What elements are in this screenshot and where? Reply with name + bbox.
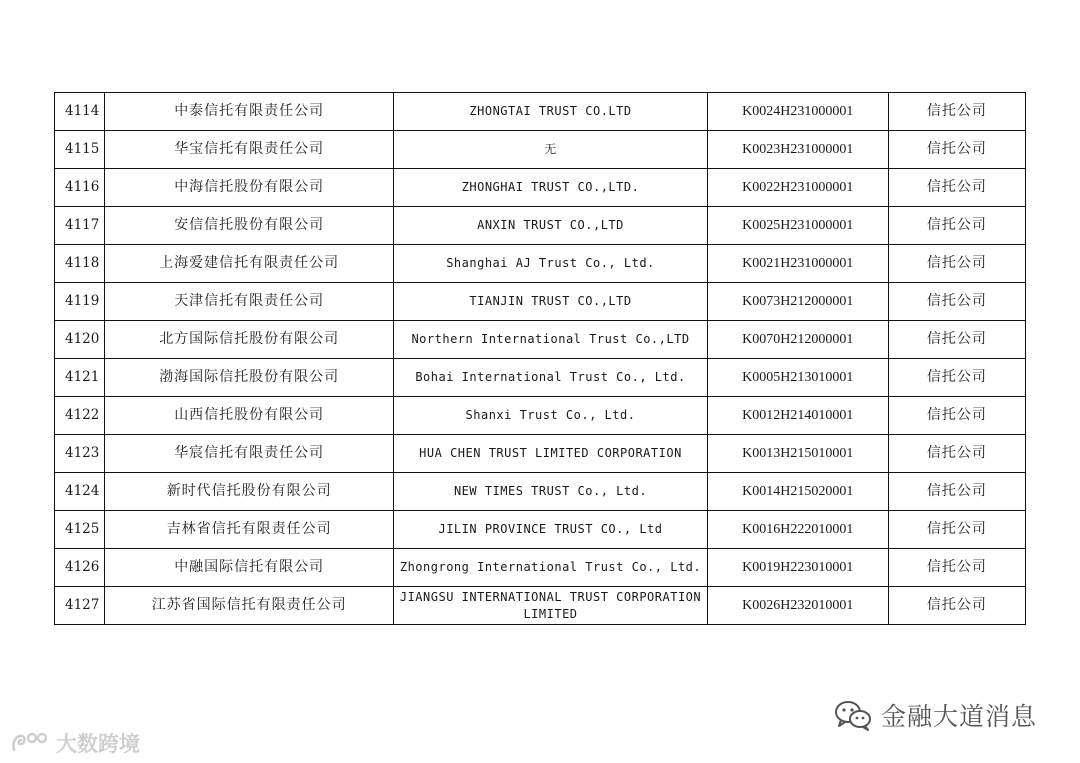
license-code: K0005H213010001 — [707, 359, 888, 397]
license-code: K0019H223010001 — [707, 549, 888, 587]
company-type: 信托公司 — [888, 93, 1025, 131]
company-name-cn: 山西信托股份有限公司 — [105, 397, 394, 435]
watermark-right-text: 金融大道消息 — [881, 702, 1038, 731]
company-name-cn: 中泰信托有限责任公司 — [105, 93, 394, 131]
company-name-cn: 北方国际信托股份有限公司 — [105, 321, 394, 359]
table-row — [55, 511, 1026, 549]
table-row — [55, 169, 1026, 207]
company-type: 信托公司 — [888, 435, 1025, 473]
row-number: 4126 — [55, 549, 105, 587]
company-name-cn: 江苏省国际信托有限责任公司 — [105, 587, 394, 625]
company-name-en: Shanghai AJ Trust Co., Ltd. — [394, 245, 707, 283]
table-row — [55, 435, 1026, 473]
row-number: 4120 — [55, 321, 105, 359]
license-code: K0026H232010001 — [707, 587, 888, 625]
row-number: 4122 — [55, 397, 105, 435]
company-type: 信托公司 — [888, 283, 1025, 321]
row-number: 4115 — [55, 131, 105, 169]
table-row — [55, 207, 1026, 245]
table-row — [55, 93, 1026, 131]
company-name-en: JIANGSU INTERNATIONAL TRUST CORPORATION LIMITED — [394, 587, 707, 625]
company-name-cn: 中融国际信托有限公司 — [105, 549, 394, 587]
company-name-en: NEW TIMES TRUST Co., Ltd. — [394, 473, 707, 511]
company-type: 信托公司 — [888, 473, 1025, 511]
row-number: 4121 — [55, 359, 105, 397]
company-name-en: HUA CHEN TRUST LIMITED CORPORATION — [394, 435, 707, 473]
row-number: 4117 — [55, 207, 105, 245]
license-code: K0021H231000001 — [707, 245, 888, 283]
company-name-cn: 中海信托股份有限公司 — [105, 169, 394, 207]
row-number: 4118 — [55, 245, 105, 283]
license-code: K0016H222010001 — [707, 511, 888, 549]
company-type: 信托公司 — [888, 587, 1025, 625]
table-row — [55, 359, 1026, 397]
company-name-cn: 上海爱建信托有限责任公司 — [105, 245, 394, 283]
table-row — [55, 131, 1026, 169]
table-row — [55, 473, 1026, 511]
company-name-en: JILIN PROVINCE TRUST CO., Ltd — [394, 511, 707, 549]
company-name-en: Zhongrong International Trust Co., Ltd. — [394, 549, 707, 587]
company-type: 信托公司 — [888, 321, 1025, 359]
company-type: 信托公司 — [888, 207, 1025, 245]
license-code: K0023H231000001 — [707, 131, 888, 169]
row-number: 4119 — [55, 283, 105, 321]
table-row — [55, 587, 1026, 625]
company-name-en: ZHONGHAI TRUST CO.,LTD. — [394, 169, 707, 207]
company-name-en: ZHONGTAI TRUST CO.LTD — [394, 93, 707, 131]
license-code: K0025H231000001 — [707, 207, 888, 245]
company-type: 信托公司 — [888, 131, 1025, 169]
watermark-left — [10, 728, 140, 758]
license-code: K0024H231000001 — [707, 93, 888, 131]
company-name-en: Shanxi Trust Co., Ltd. — [394, 397, 707, 435]
company-name-cn: 天津信托有限责任公司 — [105, 283, 394, 321]
row-number: 4124 — [55, 473, 105, 511]
company-type: 信托公司 — [888, 359, 1025, 397]
row-number: 4123 — [55, 435, 105, 473]
row-number: 4127 — [55, 587, 105, 625]
license-code: K0012H214010001 — [707, 397, 888, 435]
license-code: K0013H215010001 — [707, 435, 888, 473]
company-name-en: Bohai International Trust Co., Ltd. — [394, 359, 707, 397]
license-code: K0014H215020001 — [707, 473, 888, 511]
company-name-en: 无 — [394, 131, 707, 169]
company-name-en: ANXIN TRUST CO.,LTD — [394, 207, 707, 245]
company-name-en: Northern International Trust Co.,LTD — [394, 321, 707, 359]
company-name-cn: 华宸信托有限责任公司 — [105, 435, 394, 473]
table-row — [55, 397, 1026, 435]
trust-company-table — [54, 92, 1026, 625]
license-code: K0022H231000001 — [707, 169, 888, 207]
company-type: 信托公司 — [888, 397, 1025, 435]
company-name-cn: 安信信托股份有限公司 — [105, 207, 394, 245]
watermark-left-text: 大数跨境 — [56, 732, 140, 756]
company-type: 信托公司 — [888, 245, 1025, 283]
table-body — [55, 93, 1026, 625]
company-type: 信托公司 — [888, 549, 1025, 587]
company-name-cn: 吉林省信托有限责任公司 — [105, 511, 394, 549]
table-row — [55, 321, 1026, 359]
table-row — [55, 245, 1026, 283]
company-name-en: TIANJIN TRUST CO.,LTD — [394, 283, 707, 321]
row-number: 4125 — [55, 511, 105, 549]
company-name-cn: 渤海国际信托股份有限公司 — [105, 359, 394, 397]
company-name-cn: 华宝信托有限责任公司 — [105, 131, 394, 169]
company-type: 信托公司 — [888, 511, 1025, 549]
brand-logo-icon — [10, 730, 50, 756]
row-number: 4114 — [55, 93, 105, 131]
watermark-right — [833, 697, 1037, 733]
wechat-icon — [833, 699, 873, 731]
row-number: 4116 — [55, 169, 105, 207]
company-name-cn: 新时代信托股份有限公司 — [105, 473, 394, 511]
license-code: K0073H212000001 — [707, 283, 888, 321]
license-code: K0070H212000001 — [707, 321, 888, 359]
company-type: 信托公司 — [888, 169, 1025, 207]
table-row — [55, 549, 1026, 587]
table-row — [55, 283, 1026, 321]
